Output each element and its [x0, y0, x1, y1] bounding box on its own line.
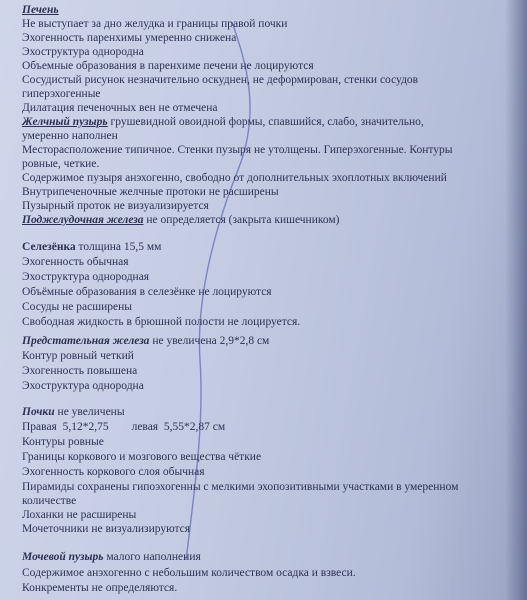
liver-line-7: Дилатация печеночных вен не отмечена: [22, 102, 218, 114]
gallbladder-line-1: умеренно наполнен: [22, 130, 118, 142]
liver-line-3: Эхоструктура однородна: [22, 46, 144, 58]
pancreas-heading: [22, 213, 340, 227]
bladder-finding: малого наполнения: [103, 551, 201, 563]
section-title-liver: Печень: [22, 4, 59, 16]
kidneys-line-5: количестве: [22, 495, 77, 507]
liver-line-2: Эхогенность паренхимы умеренно снижена: [22, 32, 237, 44]
bladder-heading: [22, 550, 201, 564]
spleen-line-1: Эхогенность обычная: [22, 256, 129, 268]
prostate-line-3: Эхоструктура однородна: [22, 380, 144, 392]
kidneys-size: Правая 5,12*2,75 левая 5,55*2,87 см: [22, 421, 226, 433]
liver-line-1: Не выступает за дно желудка и границы правой почки: [22, 18, 288, 30]
liver-line-5: Сосудистый рисунок незначительно оскуднен, не деформирован, стенки сосудов: [22, 74, 419, 86]
page-edge-shadow: [505, 0, 527, 600]
gallbladder-line-3: ровные, четкие.: [22, 158, 100, 170]
kidneys-line-6: Лоханки не расширены: [22, 509, 137, 521]
section-title-pancreas: Поджелудочная железа: [22, 214, 144, 226]
gallbladder-line-4: Содержимое пузыря анэхогенно, свободно от дополнительных эхоплотных включений: [22, 172, 447, 184]
spleen-thickness: толщина 15,5 мм: [75, 241, 162, 253]
gallbladder-heading: [22, 115, 424, 129]
section-title-kidneys: Почки: [22, 406, 55, 418]
kidneys-line-7: Мочеточники не визуализируются: [22, 523, 191, 535]
gallbladder-line-2: Месторасположение типичное. Стенки пузыря не утолщены. Гиперэхогенные. Контуры: [22, 144, 453, 156]
section-title-prostate: Предстательная железа: [22, 335, 150, 347]
liver-line-6: гиперэхогенные: [22, 88, 101, 100]
kidneys-line-2: Границы коркового и мозгового вещества чёткие: [22, 451, 262, 463]
kidneys-finding: не увеличены: [54, 406, 125, 418]
prostate-heading: [22, 334, 269, 348]
spleen-heading: [22, 240, 161, 254]
section-title-spleen: Селезёнка: [22, 241, 76, 253]
bladder-line-1: Содержимое анэхогенно с небольшим количеством осадка и взвеси.: [22, 567, 356, 579]
bladder-line-2: Конкременты не определяются.: [22, 582, 178, 594]
section-title-bladder: Мочевой пузырь: [22, 551, 104, 563]
liver-line-4: Объемные образования в паренхиме печени не лоцируются: [22, 60, 314, 72]
spleen-line-4: Сосуды не расширены: [22, 301, 132, 313]
prostate-size: не увеличена 2,9*2,8 см: [149, 335, 270, 347]
kidneys-line-3: Эхогенность коркового слоя обычная: [22, 466, 205, 478]
spleen-line-5: Свободная жидкость в брюшной полости не лоцируется.: [22, 316, 301, 328]
prostate-line-2: Эхогенность повышена: [22, 365, 138, 377]
spleen-line-2: Эхоструктура однородная: [22, 271, 150, 283]
kidneys-heading: [22, 405, 125, 419]
spleen-line-3: Объёмные образования в селезёнке не лоцируются: [22, 286, 272, 298]
section-title-gallbladder: Желчный пузырь: [22, 116, 108, 128]
prostate-line-1: Контур ровный четкий: [22, 350, 134, 362]
gallbladder-line-5: Внутрипеченочные желчные протоки не расширены: [22, 186, 279, 198]
pancreas-finding: не определяется (закрыта кишечником): [143, 214, 340, 226]
kidneys-line-1: Контуры ровные: [22, 436, 104, 448]
gallbladder-shape: грушевидной овоидной формы, спавшийся, слабо, значительно,: [107, 116, 424, 128]
kidneys-line-4: Пирамиды сохранены гипоэхогенны с мелкими эхопозитивными участками в умеренном: [22, 481, 459, 493]
gallbladder-line-6: Пузырный проток не визуализируется: [22, 200, 209, 212]
